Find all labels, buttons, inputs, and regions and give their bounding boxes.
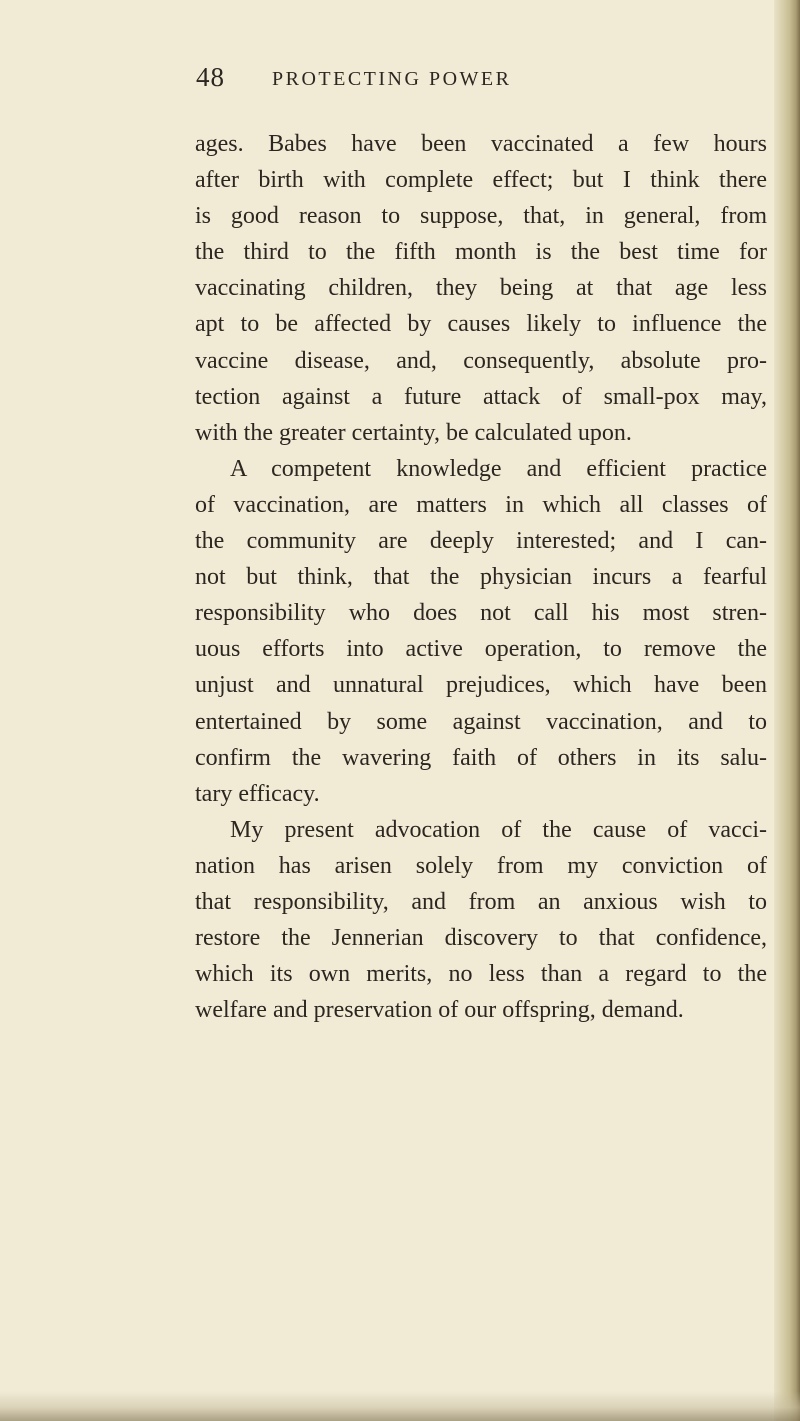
text-line: apt to be affected by causes likely to influence the bbox=[195, 311, 767, 338]
text-line: nation has arisen solely from my conviction of bbox=[195, 852, 767, 879]
text-line: confirm the wavering faith of others in its salu- bbox=[195, 744, 767, 771]
text-line: uous efforts into active operation, to remove the bbox=[195, 636, 767, 663]
text-line: A competent knowledge and efficient practice bbox=[230, 455, 767, 482]
page-bottom-shadow bbox=[0, 1391, 800, 1421]
text-line: not but think, that the physician incurs a fearful bbox=[195, 564, 767, 591]
text-line: restore the Jennerian discovery to that confidence, bbox=[195, 925, 767, 952]
text-line: vaccinating children, they being at that age less bbox=[195, 275, 767, 302]
text-line: of vaccination, are matters in which all classes of bbox=[195, 491, 767, 518]
page-header bbox=[0, 62, 800, 102]
running-head: PROTECTING POWER bbox=[272, 68, 512, 90]
page-number: 48 bbox=[196, 62, 225, 92]
text-line: the community are deeply interested; and I can- bbox=[195, 528, 767, 555]
text-line: unjust and unnatural prejudices, which have been bbox=[195, 672, 767, 699]
text-line: vaccine disease, and, consequently, absolute pro- bbox=[195, 347, 767, 374]
text-line: responsibility who does not call his most stren- bbox=[195, 600, 767, 627]
text-line: welfare and preservation of our offspring, demand. bbox=[195, 997, 684, 1024]
text-line: the third to the fifth month is the best time for bbox=[195, 239, 767, 266]
text-line: tary efficacy. bbox=[195, 780, 320, 807]
text-line: ages. Babes have been vaccinated a few hours bbox=[195, 131, 767, 157]
text-line: that responsibility, and from an anxious wish to bbox=[195, 888, 767, 915]
text-line: which its own merits, no less than a regard to the bbox=[195, 961, 767, 988]
text-line: after birth with complete effect; but I think there bbox=[195, 167, 767, 194]
text-line: tection against a future attack of small-pox may, bbox=[195, 383, 767, 410]
text-line: My present advocation of the cause of vacci- bbox=[230, 816, 767, 843]
body-text bbox=[195, 126, 767, 1028]
text-line: is good reason to suppose, that, in general, from bbox=[195, 203, 767, 230]
text-line: with the greater certainty, be calculated upon. bbox=[195, 419, 632, 446]
text-line: entertained by some against vaccination, and to bbox=[195, 708, 767, 735]
page-edge-shadow bbox=[774, 0, 800, 1421]
